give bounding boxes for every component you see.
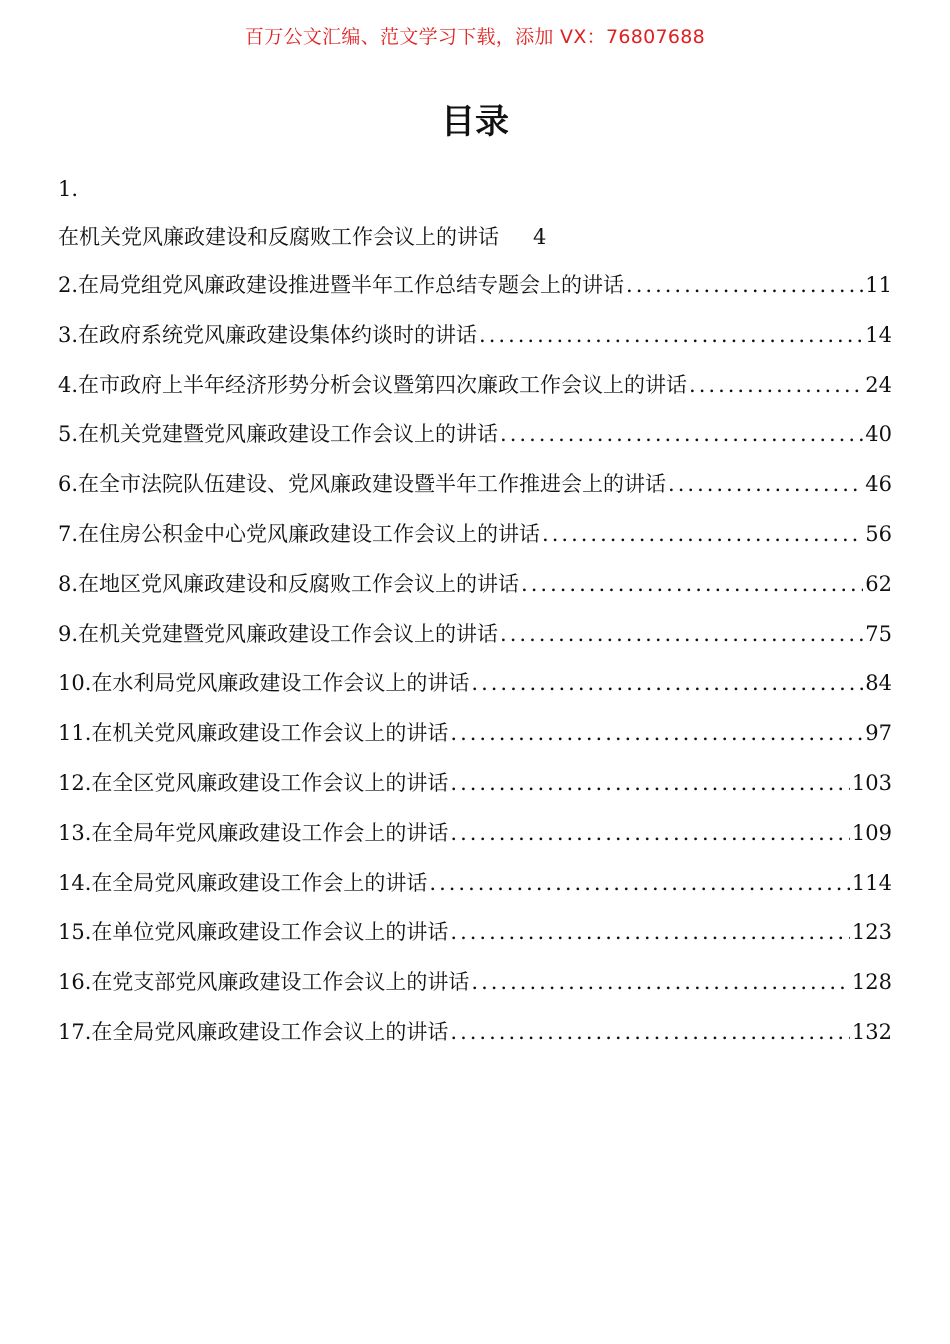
toc-dot-leader — [429, 859, 850, 909]
toc-dot-leader — [450, 809, 850, 859]
toc-dot-leader — [500, 410, 863, 460]
toc-entry-page: 14 — [865, 322, 892, 347]
toc-entry-text: 10.在水利局党风廉政建设工作会议上的讲话 — [58, 671, 470, 696]
toc-dot-leader — [479, 311, 863, 361]
toc-entry-page: 62 — [865, 571, 892, 596]
toc-entry[interactable] — [58, 859, 892, 909]
toc-entry-page: 75 — [865, 621, 892, 646]
toc-entry[interactable] — [58, 560, 892, 610]
toc-entry-page: 56 — [865, 521, 892, 546]
toc-entry-page: 128 — [851, 970, 892, 995]
toc-entry-text: 16.在党支部党风廉政建设工作会议上的讲话 — [58, 970, 470, 995]
toc-list — [58, 165, 892, 1058]
toc-entry-number: 1. — [58, 177, 79, 201]
toc-dot-leader — [689, 361, 863, 411]
toc-entry-text: 14.在全局党风廉政建设工作会上的讲话 — [58, 870, 428, 895]
toc-entry-page: 24 — [865, 372, 892, 397]
toc-entry-page: 84 — [865, 671, 892, 696]
toc-entry-text: 13.在全局年党风廉政建设工作会上的讲话 — [58, 820, 449, 845]
toc-entry-text: 2.在局党组党风廉政建设推进暨半年工作总结专题会上的讲话 — [58, 273, 625, 297]
toc-entry-page: 46 — [865, 472, 892, 497]
toc-dot-leader — [668, 460, 863, 510]
toc-entry-page: 132 — [851, 1019, 892, 1044]
toc-entry-text: 15.在单位党风廉政建设工作会议上的讲话 — [58, 920, 449, 945]
toc-entry[interactable] — [58, 709, 892, 759]
toc-entry[interactable] — [58, 410, 892, 460]
toc-entry[interactable] — [58, 809, 892, 859]
toc-entry-text: 4.在市政府上半年经济形势分析会议暨第四次廉政工作会议上的讲话 — [58, 372, 688, 397]
toc-dot-leader — [450, 1008, 850, 1058]
toc-entry-page: 123 — [851, 920, 892, 945]
toc-entry[interactable] — [58, 311, 892, 361]
toc-entry-text: 6.在全市法院队伍建设、党风廉政建设暨半年工作推进会上的讲话 — [58, 472, 667, 497]
toc-entry[interactable] — [58, 908, 892, 958]
toc-entry[interactable] — [58, 361, 892, 411]
toc-entry-text: 7.在住房公积金中心党风廉政建设工作会议上的讲话 — [58, 521, 541, 546]
toc-entry-text: 12.在全区党风廉政建设工作会议上的讲话 — [58, 770, 449, 795]
toc-entry-text: 在机关党风廉政建设和反腐败工作会议上的讲话 — [58, 225, 499, 249]
toc-dot-leader — [626, 261, 863, 311]
toc-entry-text: 5.在机关党建暨党风廉政建设工作会议上的讲话 — [58, 422, 499, 447]
toc-dot-leader — [450, 709, 863, 759]
toc-dot-leader — [450, 908, 850, 958]
toc-entry-page: 103 — [851, 770, 892, 795]
toc-dot-leader — [450, 759, 850, 809]
toc-entry[interactable] — [58, 1008, 892, 1058]
toc-entry-text: 11.在机关党风廉政建设工作会议上的讲话 — [58, 721, 449, 746]
toc-entry[interactable] — [58, 510, 892, 560]
toc-entry[interactable] — [58, 610, 892, 660]
toc-dot-leader — [471, 659, 863, 709]
toc-entry[interactable] — [58, 261, 892, 311]
toc-dot-leader — [471, 958, 850, 1008]
toc-entry-text: 9.在机关党建暨党风廉政建设工作会议上的讲话 — [58, 621, 499, 646]
toc-entry-page: 11 — [865, 273, 892, 297]
toc-entry-text: 8.在地区党风廉政建设和反腐败工作会议上的讲话 — [58, 571, 520, 596]
toc-entry-page: 4 — [533, 225, 547, 249]
toc-entry-page: 114 — [851, 870, 892, 895]
toc-entry[interactable] — [58, 759, 892, 809]
toc-entry[interactable] — [58, 213, 892, 261]
toc-entry-text: 17.在全局党风廉政建设工作会议上的讲话 — [58, 1019, 449, 1044]
toc-entry-page: 97 — [865, 721, 892, 746]
toc-entry-page: 40 — [865, 422, 892, 447]
header-banner: 百万公文汇编、范文学习下载，添加 VX：76807688 — [244, 26, 706, 48]
page-title: 目录 — [441, 102, 509, 142]
toc-dot-leader — [542, 510, 863, 560]
toc-entry-text: 3.在政府系统党风廉政建设集体约谈时的讲话 — [58, 322, 478, 347]
toc-entry[interactable] — [58, 460, 892, 510]
toc-dot-leader — [500, 610, 863, 660]
toc-entry[interactable] — [58, 659, 892, 709]
toc-entry-page: 109 — [851, 820, 892, 845]
toc-dot-leader — [521, 560, 863, 610]
toc-entry[interactable] — [58, 958, 892, 1008]
